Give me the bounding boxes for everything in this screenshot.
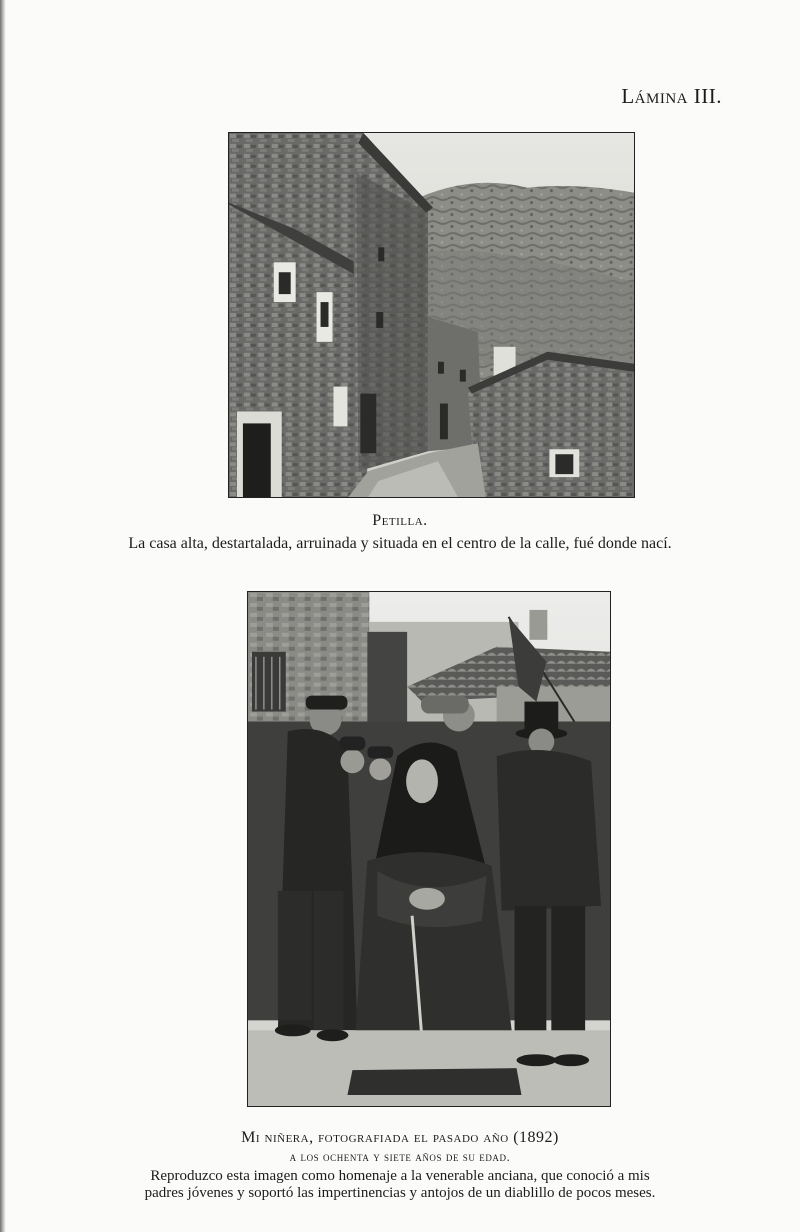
plate-label: Lámina III.: [621, 84, 722, 108]
photo2-caption-title: Mi niñera, fotografiada el pasado año (1892): [241, 1129, 559, 1146]
photo1-caption-title: Petilla.: [372, 512, 428, 529]
old-woman-crowd-photo: [247, 591, 611, 1107]
binding-edge: [0, 0, 6, 1232]
village-street-photo: [228, 132, 635, 498]
photo1-caption-text: La casa alta, destartalada, arruinada y situada en el centro de la calle, fué donde nací.: [128, 535, 672, 552]
photo2-caption-subtitle: a los ochenta y siete años de su edad.: [289, 1150, 511, 1164]
photo2-caption-body-line2: padres jóvenes y soportó las impertinencias y antojos de un diablillo de pocos meses.: [144, 1185, 656, 1201]
photo2-caption-body-line1: Reproduzco esta imagen como homenaje a la venerable anciana, que conoció a mis: [150, 1168, 650, 1184]
